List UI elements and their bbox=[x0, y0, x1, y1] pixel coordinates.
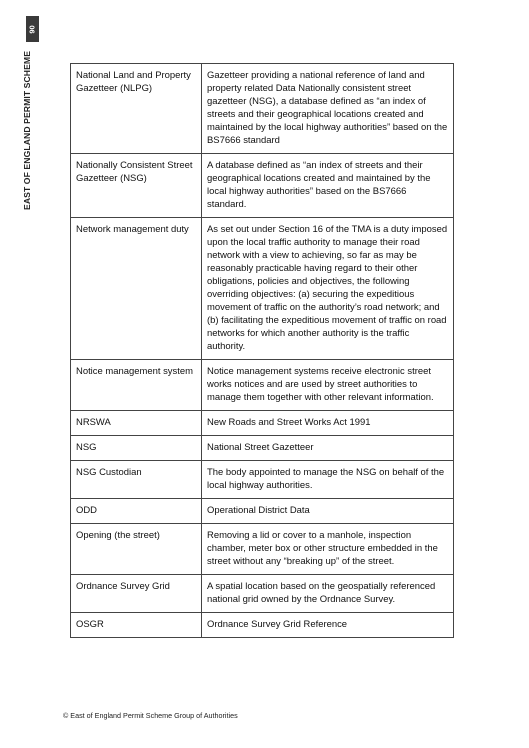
table-row bbox=[71, 411, 454, 436]
table-row bbox=[71, 64, 454, 154]
table-row bbox=[71, 360, 454, 411]
definition-cell: Operational District Data bbox=[202, 499, 454, 524]
table-row bbox=[71, 154, 454, 218]
footer-copyright: © East of England Permit Scheme Group of Authorities bbox=[63, 711, 238, 720]
definition-cell: As set out under Section 16 of the TMA is a duty imposed upon the local traffic authority to manage their road network with a view to achieving, so far as may be reasonably practicable having regard to their other obligations, policies and objectives, the following overriding objectives: (a) securing the expeditious movement of traffic on the authority’s road network; and (b) facilitating the expeditious movement of traffic on road networks for which another authority is the traffic authority. bbox=[202, 218, 454, 360]
glossary-table bbox=[70, 63, 454, 638]
definition-cell: Removing a lid or cover to a manhole, inspection chamber, meter box or other structure embedded in the street without any “breaking up” of the street. bbox=[202, 524, 454, 575]
definition-cell: A spatial location based on the geospatially referenced national grid owned by the Ordnance Survey. bbox=[202, 575, 454, 613]
term-cell: ODD bbox=[71, 499, 202, 524]
term-cell: Notice management system bbox=[71, 360, 202, 411]
table-row bbox=[71, 436, 454, 461]
term-cell: National Land and Property Gazetteer (NLPG) bbox=[71, 64, 202, 154]
definition-cell: National Street Gazetteer bbox=[202, 436, 454, 461]
page-number-tab bbox=[26, 16, 39, 42]
definition-cell: A database defined as “an index of streets and their geographical locations created and maintained by the local highway authorities” based on the BS7666 standard. bbox=[202, 154, 454, 218]
page-number: 90 bbox=[28, 24, 37, 34]
side-title: EAST OF ENGLAND PERMIT SCHEME bbox=[22, 50, 32, 210]
term-cell: NSG bbox=[71, 436, 202, 461]
table-row bbox=[71, 218, 454, 360]
term-cell: Nationally Consistent Street Gazetteer (NSG) bbox=[71, 154, 202, 218]
table-row bbox=[71, 499, 454, 524]
table-row bbox=[71, 575, 454, 613]
term-cell: NRSWA bbox=[71, 411, 202, 436]
term-cell: NSG Custodian bbox=[71, 461, 202, 499]
term-cell: Opening (the street) bbox=[71, 524, 202, 575]
term-cell: Network management duty bbox=[71, 218, 202, 360]
table-row bbox=[71, 524, 454, 575]
definition-cell: The body appointed to manage the NSG on behalf of the local highway authorities. bbox=[202, 461, 454, 499]
definition-cell: Gazetteer providing a national reference of land and property related Data Nationally consistent street gazetteer (NSG), a database defined as “an index of streets and their geographical locations created and maintained by the local highway authorities” based on the BS7666 standard bbox=[202, 64, 454, 154]
definition-cell: Ordnance Survey Grid Reference bbox=[202, 613, 454, 638]
definition-cell: New Roads and Street Works Act 1991 bbox=[202, 411, 454, 436]
definition-cell: Notice management systems receive electronic street works notices and are used by street authorities to manage them together with other relevant information. bbox=[202, 360, 454, 411]
term-cell: OSGR bbox=[71, 613, 202, 638]
term-cell: Ordnance Survey Grid bbox=[71, 575, 202, 613]
table-row bbox=[71, 461, 454, 499]
table-row bbox=[71, 613, 454, 638]
